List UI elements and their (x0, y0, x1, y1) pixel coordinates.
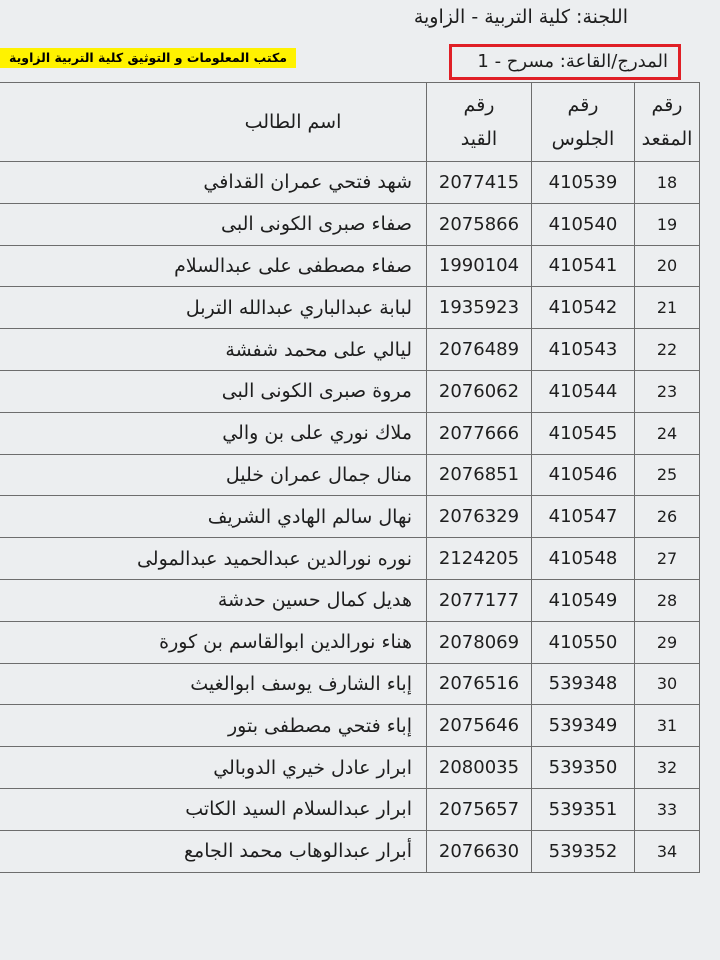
seat-number-cell: 31 (635, 705, 700, 747)
table-row (0, 621, 700, 663)
registration-number-cell: 2076630 (427, 830, 532, 872)
registration-number-cell: 1935923 (427, 287, 532, 329)
office-banner: مكتب المعلومات و التوثيق كلية التربية الزاوية (0, 48, 296, 68)
sitting-number-cell: 539351 (532, 788, 635, 830)
sitting-header-line2: الجلوس (551, 128, 615, 150)
sitting-number-cell: 410544 (532, 370, 635, 412)
student-name-cell: مروة صبرى الكونى البى (0, 370, 427, 412)
seat-number-cell: 23 (635, 370, 700, 412)
seat-number-cell: 34 (635, 830, 700, 872)
sitting-number-cell: 410543 (532, 329, 635, 371)
registration-number-cell: 2078069 (427, 621, 532, 663)
student-name-cell: ملاك نوري على بن والي (0, 412, 427, 454)
table-row (0, 579, 700, 621)
registration-number-cell: 2080035 (427, 747, 532, 789)
student-name-cell: نوره نورالدين عبدالحميد عبدالمولى (0, 538, 427, 580)
student-name-cell: أبرار عبدالوهاب محمد الجامع (0, 830, 427, 872)
student-name-cell: منال جمال عمران خليل (0, 454, 427, 496)
sitting-number-cell: 539349 (532, 705, 635, 747)
registration-number-cell: 2075646 (427, 705, 532, 747)
seat-number-cell: 32 (635, 747, 700, 789)
table-row (0, 705, 700, 747)
seat-number-cell: 25 (635, 454, 700, 496)
table-row (0, 245, 700, 287)
registration-number-cell: 2077415 (427, 162, 532, 204)
sitting-number-cell: 539350 (532, 747, 635, 789)
seat-header-line2: المقعد (641, 128, 693, 150)
sitting-number-cell: 410542 (532, 287, 635, 329)
registration-number-cell: 2075866 (427, 203, 532, 245)
seat-number-cell: 20 (635, 245, 700, 287)
registration-number-cell: 1990104 (427, 245, 532, 287)
registration-number-cell: 2076489 (427, 329, 532, 371)
seat-number-cell: 33 (635, 788, 700, 830)
sitting-number-cell: 410549 (532, 579, 635, 621)
sitting-number-cell: 410548 (532, 538, 635, 580)
sitting-number-cell: 410539 (532, 162, 635, 204)
table-header-row (0, 83, 700, 162)
table-row (0, 412, 700, 454)
table-row (0, 538, 700, 580)
student-name-cell: ابرار عادل خيري الدوبالي (0, 747, 427, 789)
seat-number-cell: 26 (635, 496, 700, 538)
student-name-cell: ليالي على محمد شفشة (0, 329, 427, 371)
registration-number-cell: 2076062 (427, 370, 532, 412)
sitting-header-line1: رقم (567, 94, 599, 116)
seat-number-cell: 29 (635, 621, 700, 663)
registration-number-cell: 2124205 (427, 538, 532, 580)
student-name-cell: صفاء مصطفى على عبدالسلام (0, 245, 427, 287)
hall-label: المدرج/القاعة: مسرح - 1 (449, 44, 681, 80)
student-name-cell: نهال سالم الهادي الشريف (0, 496, 427, 538)
student-name-cell: صفاء صبرى الكونى البى (0, 203, 427, 245)
registration-number-cell: 2076851 (427, 454, 532, 496)
table-row (0, 747, 700, 789)
student-name-cell: هديل كمال حسين حدشة (0, 579, 427, 621)
student-name-cell: شهد فتحي عمران القدافي (0, 162, 427, 204)
seat-header-line1: رقم (651, 94, 683, 116)
sitting-number-cell: 539352 (532, 830, 635, 872)
registration-number-cell: 2075657 (427, 788, 532, 830)
student-name-cell: هناء نورالدين ابوالقاسم بن كورة (0, 621, 427, 663)
seat-number-cell: 27 (635, 538, 700, 580)
table-row (0, 370, 700, 412)
seat-number-cell: 18 (635, 162, 700, 204)
table-body (0, 162, 700, 873)
table-row (0, 663, 700, 705)
sitting-number-cell: 539348 (532, 663, 635, 705)
sitting-number-header (532, 83, 635, 162)
seat-number-cell: 28 (635, 579, 700, 621)
student-name-cell: ابرار عبدالسلام السيد الكاتب (0, 788, 427, 830)
seat-number-cell: 21 (635, 287, 700, 329)
registration-number-header (427, 83, 532, 162)
table-row (0, 329, 700, 371)
table-row (0, 203, 700, 245)
seat-number-header (635, 83, 700, 162)
seat-number-cell: 22 (635, 329, 700, 371)
table-row (0, 162, 700, 204)
student-name-cell: لبابة عبدالباري عبدالله التربل (0, 287, 427, 329)
registration-number-cell: 2077177 (427, 579, 532, 621)
seat-number-cell: 24 (635, 412, 700, 454)
student-name-header: اسم الطالب (0, 83, 427, 162)
sitting-number-cell: 410547 (532, 496, 635, 538)
table-row (0, 287, 700, 329)
registration-number-cell: 2077666 (427, 412, 532, 454)
registration-number-cell: 2076516 (427, 663, 532, 705)
registration-number-cell: 2076329 (427, 496, 532, 538)
student-table (0, 82, 700, 873)
seat-number-cell: 30 (635, 663, 700, 705)
committee-title: اللجنة: كلية التربية - الزاوية (413, 6, 628, 28)
table-row (0, 496, 700, 538)
student-name-cell: إباء الشارف يوسف ابوالغيث (0, 663, 427, 705)
table-row (0, 830, 700, 872)
sitting-number-cell: 410550 (532, 621, 635, 663)
table-row (0, 454, 700, 496)
registration-header-line1: رقم (463, 94, 495, 116)
seat-number-cell: 19 (635, 203, 700, 245)
table-row (0, 788, 700, 830)
sitting-number-cell: 410545 (532, 412, 635, 454)
student-name-cell: إباء فتحي مصطفى بتور (0, 705, 427, 747)
sitting-number-cell: 410541 (532, 245, 635, 287)
sitting-number-cell: 410546 (532, 454, 635, 496)
registration-header-line2: القيد (460, 128, 498, 150)
sitting-number-cell: 410540 (532, 203, 635, 245)
